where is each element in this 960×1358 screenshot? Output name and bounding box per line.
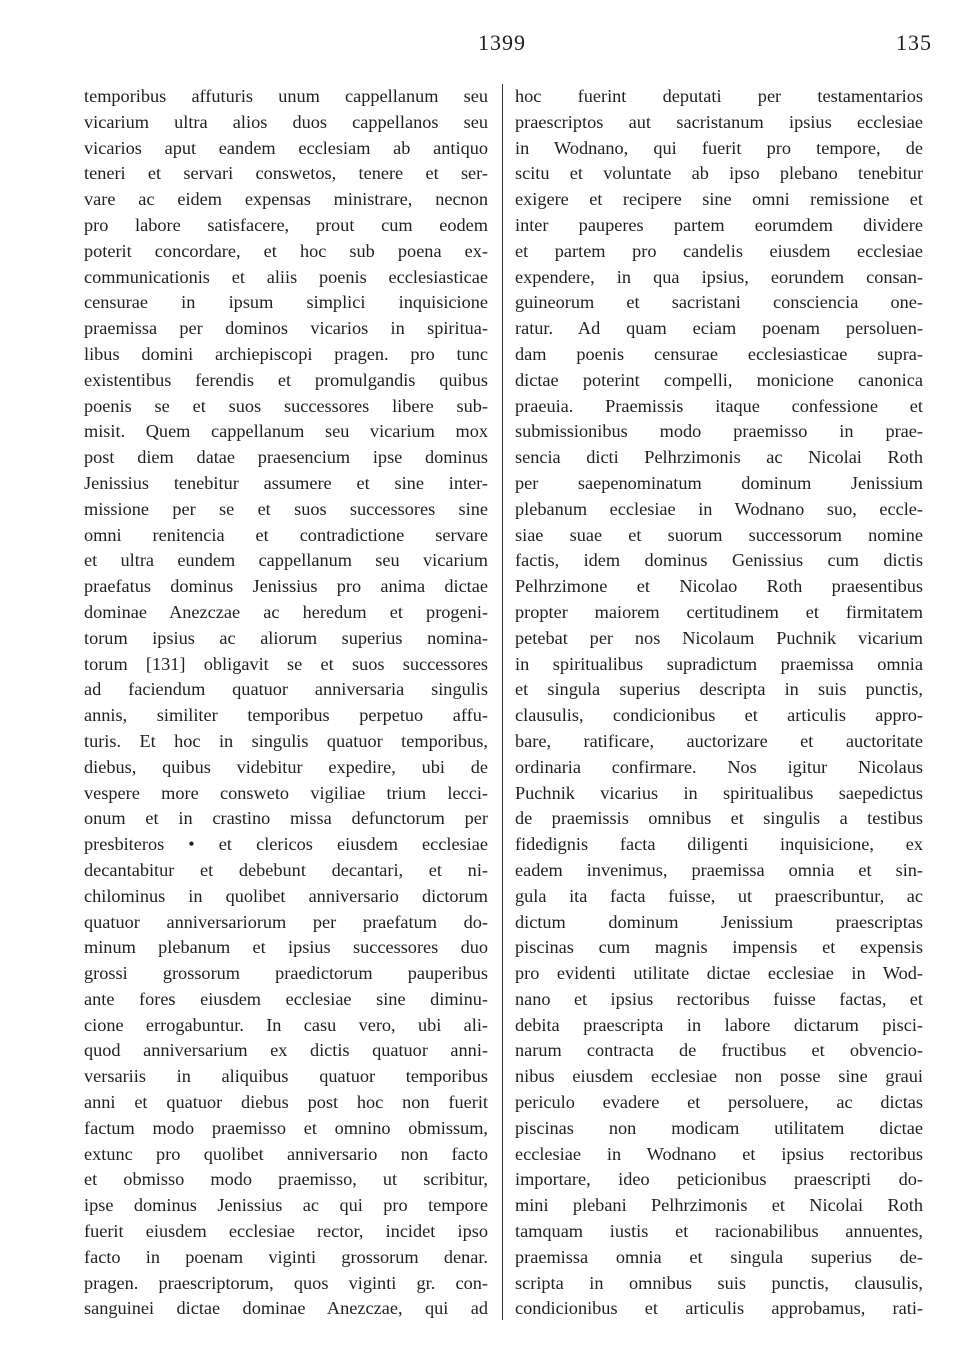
text-line: praeuia. Praemissis itaque confessione et	[515, 395, 923, 416]
text-line: ecclesiae in Wodnano et ipsius rectoribus	[515, 1143, 923, 1164]
text-line: post diem datae praesencium ipse dominus	[84, 447, 488, 468]
text-line: importare, ideo peticionibus praescripti do-	[515, 1169, 923, 1190]
text-line: dictum dominum Jenissium praescriptas	[515, 911, 923, 932]
text-line: torum [131] obligavit se et suos successores	[84, 653, 488, 674]
text-line: missione per se et suos successores sine	[84, 498, 488, 519]
text-line: omni renitencia et contradictione servare	[84, 524, 488, 545]
text-line: scripta in omnibus suis punctis, clausulis,	[515, 1272, 923, 1293]
text-line: torum ipsius ac aliorum superius nomina-	[84, 627, 488, 648]
text-line: fuerit eiusdem ecclesiae rector, incidet ipso	[84, 1221, 488, 1242]
text-line: decantabitur et debebunt decantari, et ni-	[84, 859, 488, 880]
text-line: narum contracta de fructibus et obvencio-	[515, 1040, 923, 1061]
text-line: condicionibus et articulis approbamus, rati-	[515, 1298, 923, 1319]
text-line: poterit concordare, et hoc sub poena ex-	[84, 240, 488, 261]
text-line: pro labore satisfacere, prout cum eodem	[84, 214, 488, 235]
text-line: facto in poenam viginti grossorum denar.	[84, 1246, 488, 1267]
text-line: debita praescripta in labore dictarum pisci-	[515, 1014, 923, 1035]
text-line: cione errogabuntur. In casu vero, ubi ali-	[84, 1014, 488, 1035]
text-line: per saepenominatum dominum Jenissium	[515, 472, 923, 493]
text-line: pro evidenti utilitate dictae ecclesiae in Wod-	[515, 963, 923, 984]
text-line: Jenissius tenebitur assumere et sine inter-	[84, 472, 488, 493]
text-line: annis, similiter temporibus perpetuo affu-	[84, 705, 488, 726]
text-line: nibus eiusdem ecclesiae non posse sine graui	[515, 1066, 923, 1087]
text-line: praemissa per dominos vicarios in spiritua-	[84, 318, 488, 339]
text-line: in spiritualibus supradictum praemissa omnia	[515, 653, 923, 674]
text-line: et ultra eundem cappellanum seu vicarium	[84, 550, 488, 571]
text-line: Pelhrzimone et Nicolao Roth praesentibus	[515, 576, 923, 597]
text-line: temporibus affuturis unum cappellanum seu	[84, 86, 488, 106]
text-line: petebat per nos Nicolaum Puchnik vicarium	[515, 627, 923, 648]
text-line: teneri et servari conswetos, tenere et ser-	[84, 163, 488, 184]
text-line: propter maiorem certitudinem et firmitatem	[515, 601, 923, 622]
text-line: in Wodnano, qui fuerit pro tempore, de	[515, 137, 923, 158]
text-line: fidedignis facta diligenti inquisicione, ex	[515, 834, 923, 855]
text-line: ad faciendum quatuor anniversaria singulis	[84, 679, 488, 700]
text-line: ipse dominus Jenissius ac qui pro tempore	[84, 1195, 488, 1216]
text-line: ratur. Ad quam eciam poenam persoluen-	[515, 318, 923, 339]
text-line: onum et in crastino missa defunctorum per	[84, 808, 488, 829]
text-line: factum modo praemisso et omnino obmissum,	[84, 1117, 488, 1138]
text-line: et partem pro candelis eiusdem ecclesiae	[515, 240, 923, 261]
text-line: et obmisso modo praemisso, ut scribitur,	[84, 1169, 488, 1190]
text-line: mini plebani Pelhrzimonis et Nicolai Roth	[515, 1195, 923, 1216]
text-line: hoc fuerint deputati per testamentarios	[515, 86, 923, 106]
text-line: anni et quatuor diebus post hoc non fuerit	[84, 1092, 488, 1113]
text-line: grossi grossorum praedictorum pauperibus	[84, 963, 488, 984]
text-line: Puchnik vicarius in spiritualibus saepedictus	[515, 782, 923, 803]
left-text-column	[84, 84, 488, 1322]
text-line: turis. Et hoc in singulis quatuor temporibus,	[84, 730, 488, 751]
year-heading: 1399	[478, 30, 526, 55]
text-line: ante fores eiusdem ecclesiae sine diminu-	[84, 988, 488, 1009]
text-line: pragen. praescriptorum, quos viginti gr. con-	[84, 1272, 488, 1293]
text-line: praescriptos aut sacristanum ipsius ecclesiae	[515, 111, 923, 132]
text-line: plebanum ecclesiae in Wodnano suo, eccle-	[515, 498, 923, 519]
text-line: quatuor anniversariorum per praefatum do-	[84, 911, 488, 932]
text-line: quod anniversarium ex dictis quatuor anni-	[84, 1040, 488, 1061]
text-line: sencia dicti Pelhrzimonis ac Nicolai Roth	[515, 447, 923, 468]
column-divider	[502, 84, 503, 1320]
right-text-column	[515, 84, 923, 1322]
text-line: ordinaria confirmare. Nos igitur Nicolaus	[515, 756, 923, 777]
text-line: gula ita facta fuisse, ut praescribuntur, ac	[515, 885, 923, 906]
text-line: dominae Anezczae ac heredum et progeni-	[84, 601, 488, 622]
text-line: presbiteros • et clericos eiusdem ecclesiae	[84, 834, 488, 855]
text-line: vicarios aput eandem ecclesiam ab antiquo	[84, 137, 488, 158]
text-line: factis, idem dominus Genissius cum dictis	[515, 550, 923, 571]
text-line: vespere more consweto vigiliae trium lecci-	[84, 782, 488, 803]
text-line: bare, ratificare, auctorizare et auctoritate	[515, 730, 923, 751]
text-line: praefatus dominus Jenissius pro anima dictae	[84, 576, 488, 597]
text-line: eadem invenimus, praemissa omnia et sin-	[515, 859, 923, 880]
text-line: versariis in aliquibus quatuor temporibus	[84, 1066, 488, 1087]
text-line: misit. Quem cappellanum seu vicarium mox	[84, 421, 488, 442]
text-line: libus domini archiepiscopi pragen. pro tunc	[84, 343, 488, 364]
text-line: dictae poterint compelli, monicione canonica	[515, 369, 923, 390]
text-line: censurae in ipsum simplici inquisicione	[84, 292, 488, 313]
text-line: clausulis, condicionibus et articulis appro-	[515, 705, 923, 726]
text-line: existentibus ferendis et promulgandis quibus	[84, 369, 488, 390]
text-line: sanguinei dictae dominae Anezczae, qui ad	[84, 1298, 488, 1319]
page-number: 135	[896, 30, 932, 55]
text-line: piscinas cum magnis impensis et expensis	[515, 937, 923, 958]
text-line: siae suae et suorum successorum nomine	[515, 524, 923, 545]
page-header	[0, 30, 960, 60]
text-line: et singula superius descripta in suis punctis,	[515, 679, 923, 700]
text-line: chilominus in quolibet anniversario dictorum	[84, 885, 488, 906]
text-line: expendere, in qua ipsius, eorundem consan-	[515, 266, 923, 287]
text-line: tamquam iustis et racionabilibus annuentes,	[515, 1221, 923, 1242]
text-line: extunc pro quolibet anniversario non facto	[84, 1143, 488, 1164]
text-line: diebus, quibus videbitur expedire, ubi de	[84, 756, 488, 777]
text-line: guineorum et sacristani consciencia one-	[515, 292, 923, 313]
text-line: piscinas non modicam utilitatem dictae	[515, 1117, 923, 1138]
text-line: dam poenis censurae ecclesiasticae supra-	[515, 343, 923, 364]
text-line: inter pauperes partem eorumdem dividere	[515, 214, 923, 235]
text-line: de praemissis omnibus et singulis a testibus	[515, 808, 923, 829]
text-line: vare ac eidem expensas ministrare, necnon	[84, 189, 488, 210]
text-line: minum plebanum et ipsius successores duo	[84, 937, 488, 958]
text-line: praemissa omnia et singula superius de-	[515, 1246, 923, 1267]
text-line: scitu et voluntate ab ipso plebano tenebitur	[515, 163, 923, 184]
text-line: communicationis et aliis poenis ecclesiasticae	[84, 266, 488, 287]
text-line: nano et ipsius rectoribus fuisse factas, et	[515, 988, 923, 1009]
text-line: periculo evadere et persoluere, ac dictas	[515, 1092, 923, 1113]
text-line: submissionibus modo praemisso in prae-	[515, 421, 923, 442]
text-line: exigere et recipere sine omni remissione et	[515, 189, 923, 210]
text-line: vicarium ultra alios duos cappellanos seu	[84, 111, 488, 132]
text-line: poenis se et suos successores libere sub-	[84, 395, 488, 416]
